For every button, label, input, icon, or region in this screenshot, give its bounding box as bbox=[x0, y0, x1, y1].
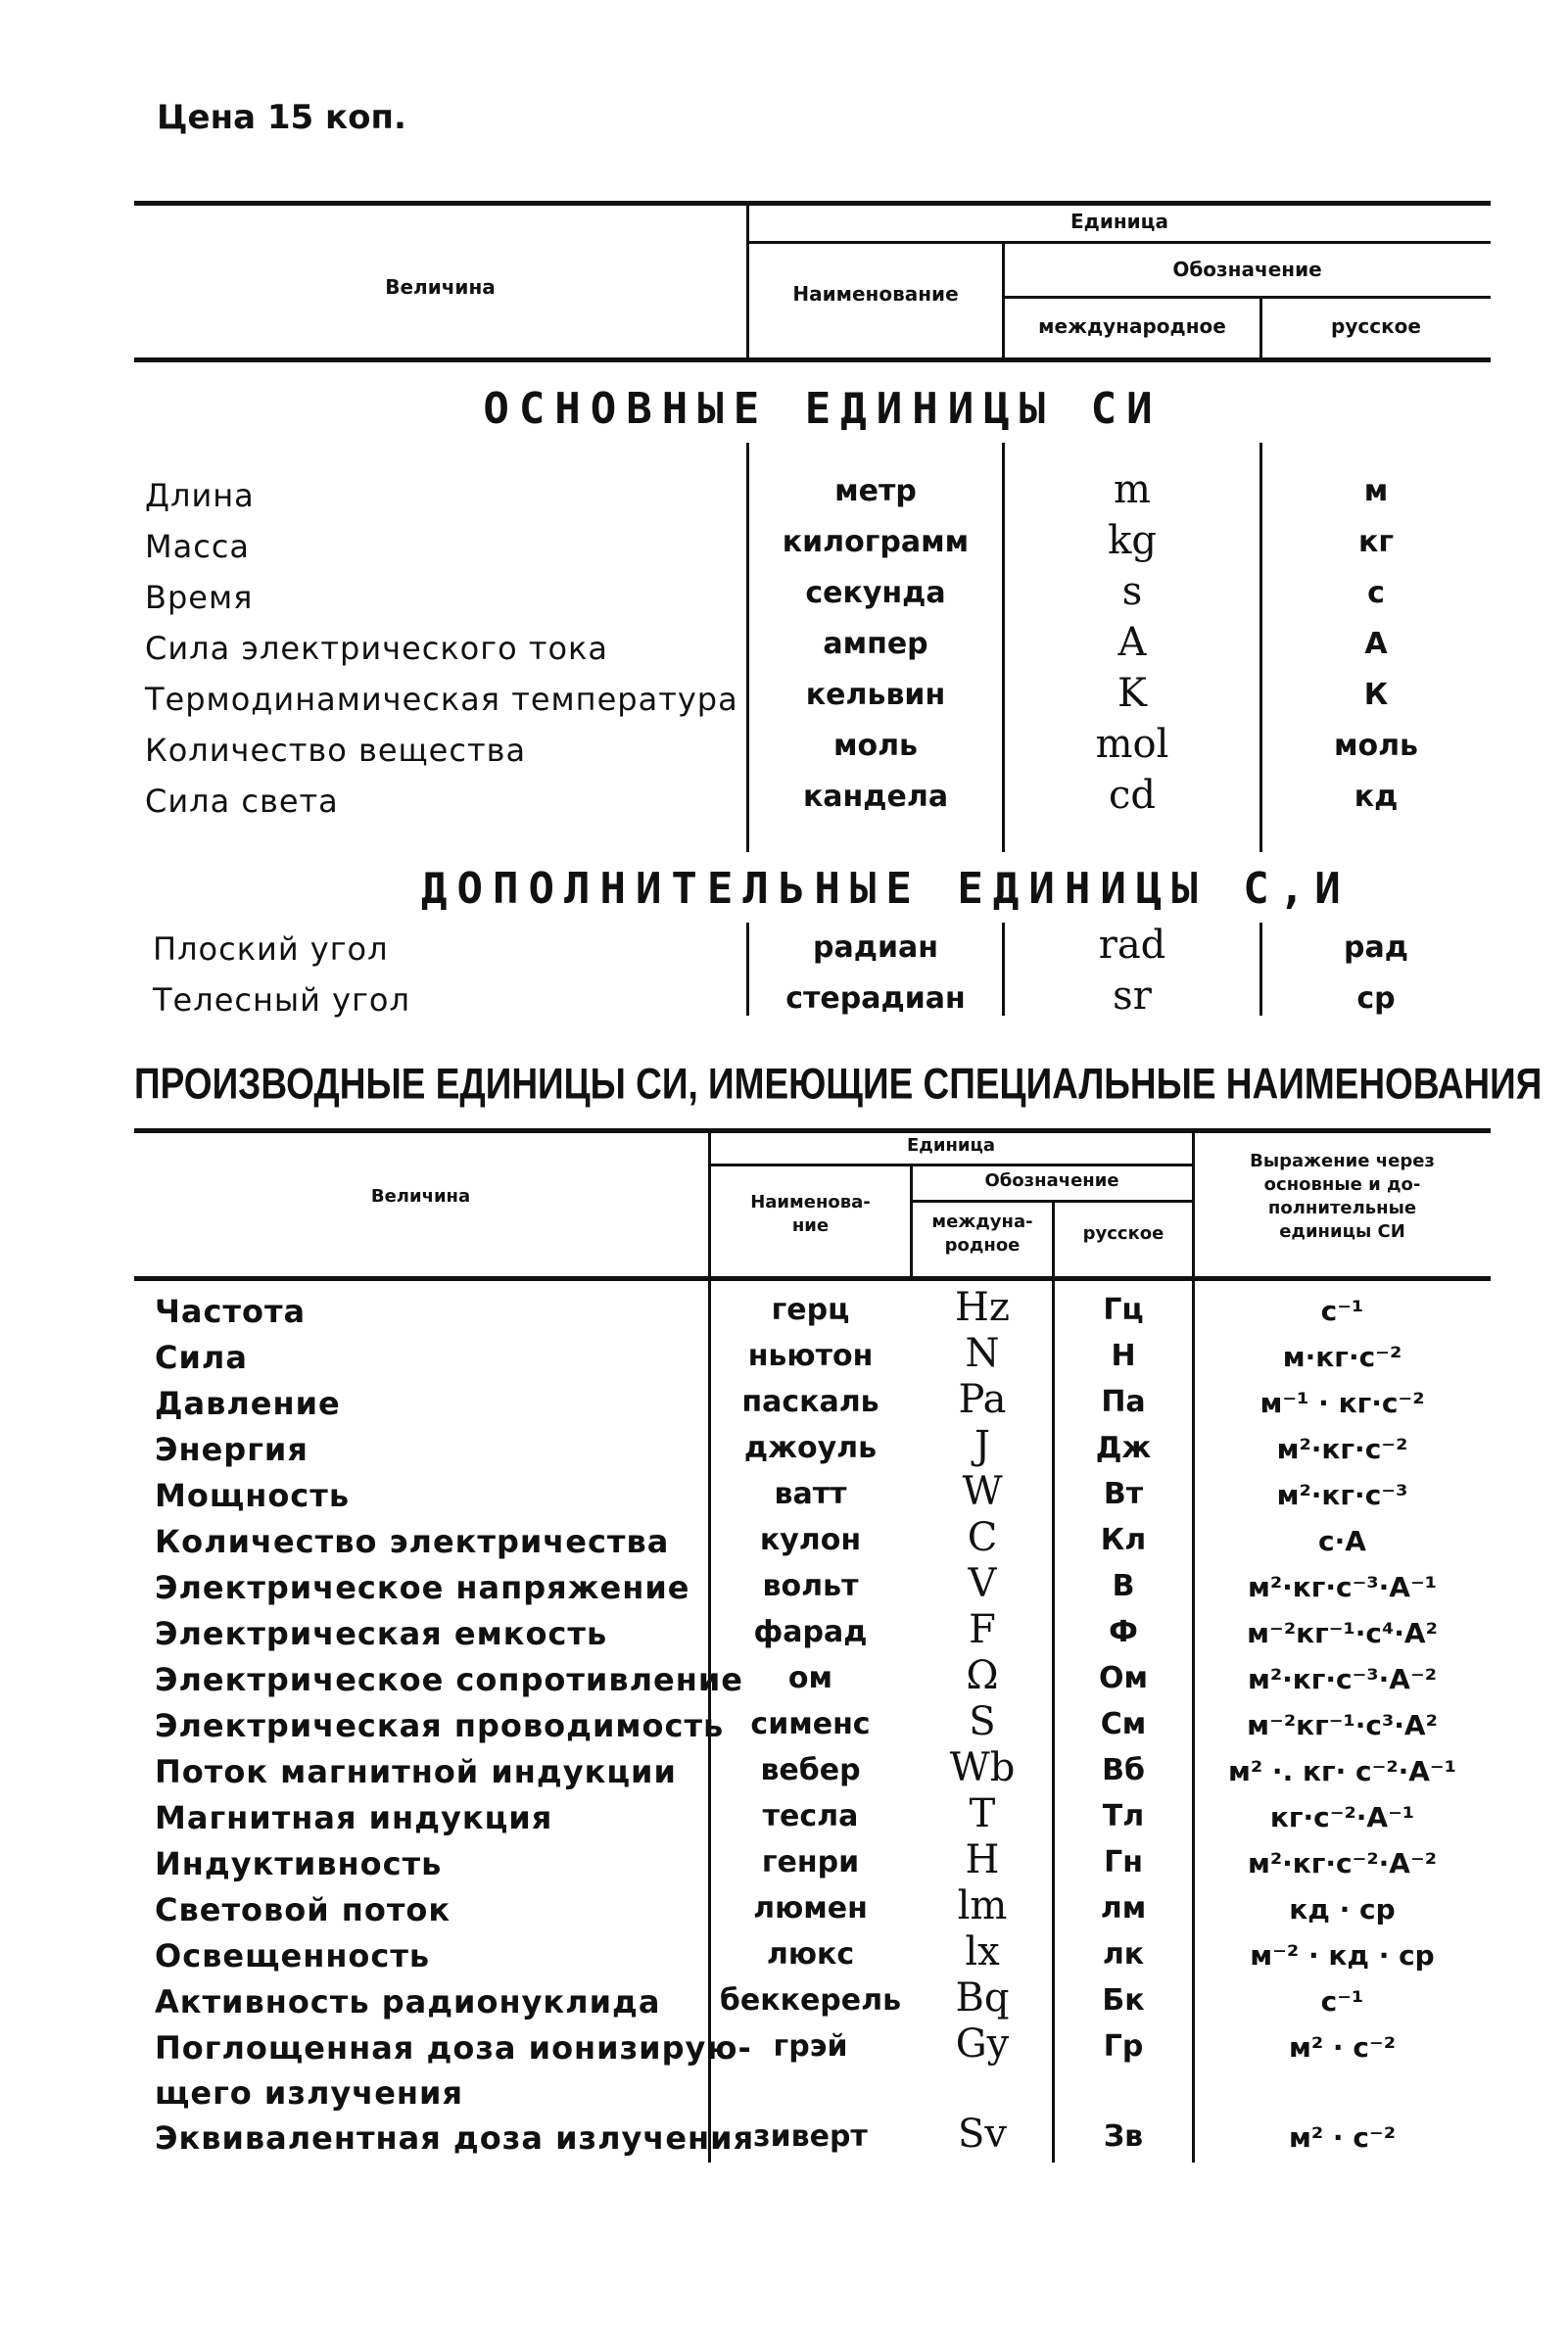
si-expression: м⁻²кг⁻¹·с³·А² bbox=[1247, 1709, 1438, 1741]
si-expression: м²·кг·с⁻²·А⁻² bbox=[1247, 1847, 1438, 1879]
russian-symbol: лк bbox=[1102, 1937, 1145, 1972]
table2-header-name-2: ние bbox=[791, 1215, 830, 1236]
international-symbol: N bbox=[965, 1331, 1000, 1376]
unit-name: паскаль bbox=[741, 1385, 879, 1419]
russian-symbol: Тл bbox=[1102, 1799, 1145, 1833]
international-symbol: T bbox=[969, 1791, 996, 1836]
table2-top-rule bbox=[134, 1128, 1491, 1133]
russian-symbol: Ф bbox=[1109, 1615, 1138, 1649]
quantity-label: Световой поток bbox=[155, 1891, 451, 1928]
base-units-title: ОСНОВНЫЕ ЕДИНИЦЫ СИ bbox=[483, 384, 1163, 434]
russian-symbol: См bbox=[1100, 1707, 1147, 1741]
si-expression: кг·с⁻²·А⁻¹ bbox=[1269, 1801, 1415, 1833]
russian-symbol: В bbox=[1112, 1569, 1135, 1603]
table2-header-russian: русское bbox=[1082, 1223, 1164, 1244]
international-symbol: cd bbox=[1108, 773, 1156, 818]
russian-symbol: м bbox=[1363, 474, 1389, 508]
unit-name: люкс bbox=[766, 1937, 855, 1972]
si-expression: м⁻²кг⁻¹·с⁴·А² bbox=[1247, 1617, 1438, 1649]
unit-name: генри bbox=[761, 1845, 860, 1879]
quantity-label: Электрическая емкость bbox=[155, 1615, 608, 1652]
quantity-label: Термодинамическая температура bbox=[145, 681, 738, 718]
russian-symbol: Зв bbox=[1103, 2119, 1144, 2154]
table2-bottom-rule bbox=[134, 1276, 1491, 1281]
table1-header-international: международное bbox=[1038, 314, 1226, 338]
russian-symbol: Гр bbox=[1103, 2029, 1144, 2064]
international-symbol: s bbox=[1121, 569, 1143, 614]
quantity-label: Электрическая проводимость bbox=[155, 1707, 725, 1744]
international-symbol: F bbox=[969, 1607, 996, 1652]
russian-symbol: Гн bbox=[1104, 1845, 1143, 1879]
unit-name: тесла bbox=[762, 1799, 859, 1833]
international-symbol: lm bbox=[957, 1883, 1008, 1928]
international-symbol: lx bbox=[965, 1929, 1000, 1974]
table1-header-designation: Обозначение bbox=[1172, 258, 1322, 281]
quantity-label: Время bbox=[145, 579, 254, 616]
quantity-label: Масса bbox=[145, 528, 251, 565]
table2-header-unit: Единица bbox=[907, 1135, 995, 1156]
unit-name: сименс bbox=[750, 1707, 871, 1741]
international-symbol: Gy bbox=[955, 2021, 1010, 2067]
international-symbol: A bbox=[1117, 620, 1147, 665]
table2-header-intl-2: родное bbox=[944, 1235, 1021, 1256]
russian-symbol: кг bbox=[1357, 525, 1395, 559]
si-expression: м⁻¹ · кг·с⁻² bbox=[1259, 1387, 1425, 1419]
unit-name: ампер bbox=[823, 627, 928, 661]
russian-symbol: Вт bbox=[1103, 1477, 1144, 1511]
si-expression: м² · с⁻² bbox=[1289, 2031, 1396, 2064]
international-symbol: W bbox=[962, 1469, 1003, 1514]
table1-header-quantity: Величина bbox=[385, 275, 496, 299]
international-symbol: rad bbox=[1098, 923, 1166, 968]
russian-symbol: лм bbox=[1100, 1891, 1147, 1926]
unit-name: зиверт bbox=[753, 2119, 868, 2154]
unit-name: секунда bbox=[805, 576, 946, 610]
quantity-label: Энергия bbox=[155, 1431, 309, 1468]
international-symbol: kg bbox=[1108, 518, 1157, 563]
unit-name: кельвин bbox=[805, 678, 946, 712]
table1-designation-rule bbox=[1004, 296, 1491, 299]
international-symbol: S bbox=[969, 1699, 996, 1744]
russian-symbol: с bbox=[1367, 576, 1385, 610]
table2-header-quantity: Величина bbox=[370, 1186, 471, 1207]
unit-name: фарад bbox=[753, 1615, 868, 1649]
quantity-label: Поглощенная доза ионизирую- bbox=[155, 2029, 752, 2067]
si-expression: м²·кг·с⁻³ bbox=[1276, 1479, 1408, 1511]
si-expression: м² ·. кг· с⁻²·А⁻¹ bbox=[1228, 1755, 1456, 1787]
russian-symbol: ср bbox=[1356, 981, 1396, 1016]
unit-name: моль bbox=[832, 729, 919, 763]
russian-symbol: Па bbox=[1101, 1385, 1146, 1419]
international-symbol: V bbox=[968, 1561, 997, 1606]
quantity-label: Телесный угол bbox=[153, 981, 410, 1019]
quantity-label: Сила электрического тока bbox=[145, 630, 608, 667]
unit-name: вебер bbox=[760, 1753, 861, 1787]
si-expression: кд · ср bbox=[1289, 1893, 1396, 1926]
table2-header-expr-4: единицы СИ bbox=[1279, 1221, 1405, 1242]
si-expression: с⁻¹ bbox=[1320, 1985, 1364, 2018]
international-symbol: Wb bbox=[949, 1745, 1016, 1790]
table1-header-name: Наименование bbox=[792, 282, 959, 306]
table2-header-name-1: Наименова- bbox=[750, 1192, 871, 1213]
international-symbol: mol bbox=[1095, 722, 1169, 767]
international-symbol: H bbox=[965, 1837, 1000, 1882]
table1-top-rule bbox=[134, 201, 1491, 206]
unit-name: кулон bbox=[759, 1523, 862, 1557]
russian-symbol: А bbox=[1364, 627, 1388, 661]
quantity-label: Индуктивность bbox=[155, 1845, 443, 1882]
international-symbol: J bbox=[974, 1423, 991, 1468]
quantity-label: Количество электричества bbox=[155, 1523, 670, 1560]
international-symbol: Ω bbox=[966, 1653, 999, 1698]
unit-name: ньютон bbox=[747, 1339, 874, 1373]
table2-header-intl-1: междуна- bbox=[931, 1212, 1033, 1232]
international-symbol: K bbox=[1117, 671, 1147, 716]
quantity-label: Эквивалентная доза излучения bbox=[155, 2119, 755, 2157]
table2-header-expr-1: Выражение через bbox=[1250, 1151, 1435, 1171]
unit-name: беккерель bbox=[719, 1983, 902, 2018]
international-symbol: Pa bbox=[958, 1377, 1007, 1422]
unit-name: грэй bbox=[773, 2029, 848, 2064]
quantity-label-continued: щего излучения bbox=[155, 2074, 463, 2112]
quantity-label: Частота bbox=[155, 1293, 307, 1330]
quantity-label: Активность радионуклида bbox=[155, 1983, 661, 2021]
quantity-label: Сила bbox=[155, 1339, 248, 1376]
quantity-label: Поток магнитной индукции bbox=[155, 1753, 677, 1790]
russian-symbol: Вб bbox=[1102, 1753, 1145, 1787]
si-expression: м²·кг·с⁻² bbox=[1276, 1433, 1408, 1465]
russian-symbol: кд bbox=[1354, 780, 1399, 814]
russian-symbol: моль bbox=[1333, 729, 1419, 763]
international-symbol: sr bbox=[1113, 974, 1152, 1019]
international-symbol: m bbox=[1114, 467, 1151, 512]
quantity-label: Магнитная индукция bbox=[155, 1799, 553, 1836]
table2-unit-rule bbox=[710, 1164, 1192, 1166]
russian-symbol: Кл bbox=[1100, 1523, 1147, 1557]
table2-header-expr-2: основные и до- bbox=[1263, 1174, 1421, 1195]
table2-header-designation: Обозначение bbox=[984, 1170, 1119, 1191]
unit-name: герц bbox=[771, 1293, 850, 1327]
russian-symbol: Бк bbox=[1102, 1983, 1145, 2018]
table2-header-expr-3: полнительные bbox=[1267, 1198, 1417, 1218]
unit-name: джоуль bbox=[743, 1431, 878, 1465]
russian-symbol: Н bbox=[1111, 1339, 1136, 1373]
si-expression: м²·кг·с⁻³·А⁻¹ bbox=[1247, 1571, 1438, 1603]
unit-name: вольт bbox=[762, 1569, 859, 1603]
quantity-label: Электрическое сопротивление bbox=[155, 1661, 743, 1698]
russian-symbol: Гц bbox=[1103, 1293, 1144, 1327]
quantity-label: Количество вещества bbox=[145, 732, 527, 769]
si-expression: м²·кг·с⁻³·А⁻² bbox=[1247, 1663, 1438, 1695]
russian-symbol: Дж bbox=[1095, 1431, 1152, 1465]
si-expression: с·А bbox=[1318, 1525, 1366, 1557]
russian-symbol: Ом bbox=[1098, 1661, 1149, 1695]
international-symbol: Bq bbox=[955, 1975, 1010, 2021]
table1-unit-rule bbox=[748, 241, 1491, 244]
unit-name: ом bbox=[787, 1661, 833, 1695]
si-expression: м⁻² · кд · ср bbox=[1250, 1939, 1435, 1972]
si-expression: м·кг·с⁻² bbox=[1282, 1341, 1402, 1373]
unit-name: кандела bbox=[802, 780, 949, 814]
international-symbol: Sv bbox=[958, 2112, 1007, 2157]
international-symbol: Hz bbox=[955, 1285, 1010, 1330]
unit-name: стерадиан bbox=[785, 981, 966, 1016]
quantity-label: Давление bbox=[155, 1385, 341, 1422]
unit-name: радиан bbox=[813, 930, 938, 965]
table1-header-russian: русское bbox=[1331, 314, 1421, 338]
quantity-label: Сила света bbox=[145, 783, 339, 820]
quantity-label: Длина bbox=[145, 477, 255, 514]
table1-header-unit: Единица bbox=[1070, 210, 1168, 233]
price-label: Цена 15 коп. bbox=[157, 98, 406, 137]
table1-bottom-rule bbox=[134, 357, 1491, 362]
quantity-label: Электрическое напряжение bbox=[155, 1569, 690, 1606]
unit-name: метр bbox=[834, 474, 917, 508]
unit-name: люмен bbox=[753, 1891, 868, 1926]
quantity-label: Освещенность bbox=[155, 1937, 431, 1974]
si-expression: с⁻¹ bbox=[1320, 1295, 1364, 1327]
derived-units-title: ПРОИЗВОДНЫЕ ЕДИНИЦЫ СИ, ИМЕЮЩИЕ СПЕЦИАЛЬНЫЕ НАИМЕНОВАНИЯ bbox=[134, 1060, 1543, 1109]
si-expression: м² · с⁻² bbox=[1289, 2121, 1396, 2154]
unit-name: килограмм bbox=[782, 525, 970, 559]
quantity-label: Мощность bbox=[155, 1477, 351, 1514]
quantity-label: Плоский угол bbox=[153, 930, 389, 968]
russian-symbol: рад bbox=[1344, 930, 1408, 965]
russian-symbol: К bbox=[1363, 678, 1389, 712]
unit-name: ватт bbox=[774, 1477, 847, 1511]
international-symbol: C bbox=[967, 1515, 998, 1560]
supplementary-units-title: ДОПОЛНИТЕЛЬНЫЕ ЕДИНИЦЫ С,И bbox=[421, 864, 1351, 914]
